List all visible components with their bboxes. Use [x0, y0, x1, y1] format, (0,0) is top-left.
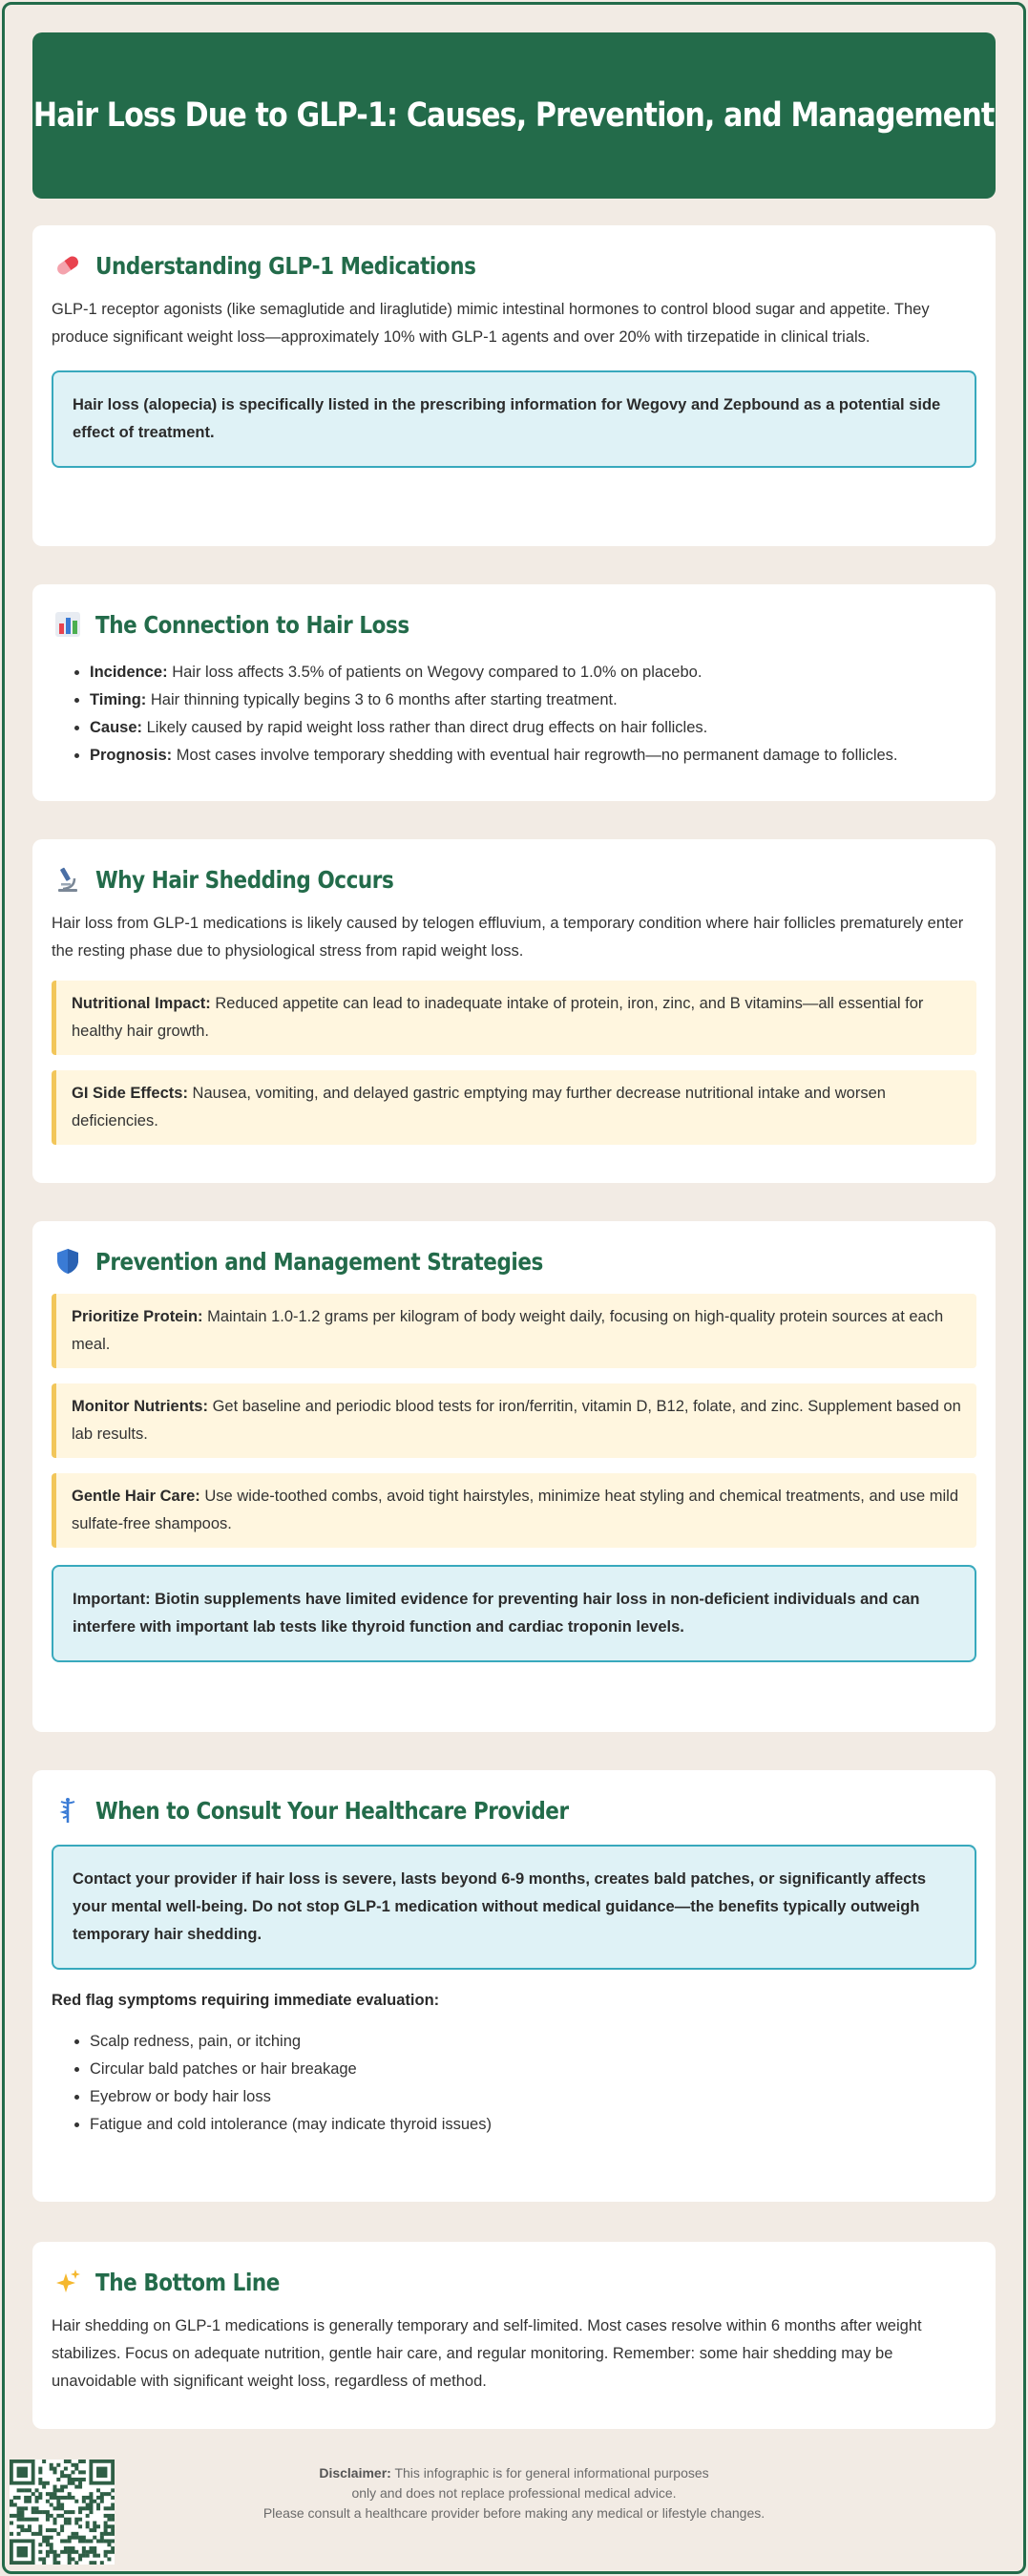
section-understanding [32, 225, 996, 546]
sparkles-icon [52, 2266, 84, 2298]
section-heading [52, 1244, 976, 1278]
disclaimer-label: Disclaimer: [319, 2465, 391, 2481]
redflag-heading: Red flag symptoms requiring immediate evaluation: [52, 1992, 440, 2009]
list-item: • Circular bald patches or hair breakage [90, 2056, 976, 2083]
list-item: • Prognosis: Most cases involve temporary shedding with eventual hair regrowth—no permanent damage to follicles. [90, 742, 976, 770]
note-nutritional-impact: Nutritional Impact: Reduced appetite can lead to inadequate intake of protein, iron, zinc, and B vitamins—all essential for healthy hair growth. [52, 981, 976, 1055]
section-bottom-line [32, 2242, 996, 2429]
disclaimer: Disclaimer: This infographic is for general informational purposes only and does not replace professional medical advice. Please consult a healthcare provider before making any medical or lifestyle changes. [262, 2465, 766, 2521]
caduceus-icon [52, 1794, 84, 1826]
section-heading [52, 862, 976, 897]
connection-list [52, 659, 976, 770]
section-paragraph: Hair shedding on GLP-1 medications is generally temporary and self-limited. Most cases resolve within 6 months after weight stabilizes. Focus on adequate nutrition, gentle hair care, and regular monitoring. Remember: some hair shedding may be unavoidable with significant weight loss, regardless of method. [52, 2317, 922, 2390]
page-header [32, 32, 996, 199]
section-heading [52, 1793, 976, 1827]
section-title: Why Hair Shedding Occurs [95, 865, 394, 894]
note-prioritize-protein: Prioritize Protein: Maintain 1.0-1.2 grams per kilogram of body weight daily, focusing on high-quality protein sources at each meal. [52, 1294, 976, 1368]
section-heading [52, 607, 976, 642]
section-paragraph: Hair loss from GLP-1 medications is likely caused by telogen effluvium, a temporary condition where hair follicles prematurely enter the resting phase due to physiological stress from rapid weight loss. [52, 915, 964, 960]
section-connection [32, 584, 996, 801]
shield-icon [52, 1245, 84, 1277]
section-prevention [32, 1221, 996, 1732]
section-title: Prevention and Management Strategies [95, 1247, 543, 1276]
list-item: • Cause: Likely caused by rapid weight loss rather than direct drug effects on hair follicles. [90, 714, 976, 742]
consult-callout: Contact your provider if hair loss is severe, lasts beyond 6-9 months, creates bald patches, or significantly affects your mental well-being. Do not stop GLP-1 medication without medical guidance—the benefits typically outweigh temporary hair shedding. [52, 1845, 976, 1970]
list-item: • Scalp redness, pain, or itching [90, 2028, 976, 2056]
list-item: • Eyebrow or body hair loss [90, 2083, 976, 2111]
section-paragraph: GLP-1 receptor agonists (like semaglutide and liraglutide) mimic intestinal hormones to control blood sugar and appetite. They produce significant weight loss—approximately 10% with GLP-1 agents and over 20% with tirzepatide in clinical trials. [52, 301, 930, 346]
note-monitor-nutrients: Monitor Nutrients: Get baseline and periodic blood tests for iron/ferritin, vitamin D, B12, folate, and zinc. Supplement based on lab results. [52, 1383, 976, 1458]
section-title: The Connection to Hair Loss [95, 610, 409, 639]
list-item: • Timing: Hair thinning typically begins 3 to 6 months after starting treatment. [90, 686, 976, 714]
section-title: The Bottom Line [95, 2268, 280, 2296]
info-callout: Hair loss (alopecia) is specifically listed in the prescribing information for Wegovy and Zepbound as a potential side effect of treatment. [52, 370, 976, 468]
redflag-list [52, 2028, 976, 2139]
section-title: Understanding GLP-1 Medications [95, 251, 476, 280]
section-heading [52, 2265, 976, 2299]
section-shedding [32, 839, 996, 1183]
list-item: • Fatigue and cold intolerance (may indicate thyroid issues) [90, 2111, 976, 2139]
section-consult [32, 1770, 996, 2202]
important-callout: Important: Biotin supplements have limited evidence for preventing hair loss in non-deficient individuals and can interfere with important lab tests like thyroid function and cardiac troponin levels. [52, 1565, 976, 1662]
note-gentle-hair-care: Gentle Hair Care: Use wide-toothed combs, avoid tight hairstyles, minimize heat styling and chemical treatments, and use mild sulfate-free shampoos. [52, 1473, 976, 1548]
pill-icon [52, 249, 84, 282]
bar-chart-icon [52, 608, 84, 641]
section-heading [52, 248, 976, 283]
section-title: When to Consult Your Healthcare Provider [95, 1796, 569, 1825]
microscope-icon [52, 863, 84, 896]
page-title: Hair Loss Due to GLP-1: Causes, Prevention, and Management [33, 96, 995, 135]
list-item: • Incidence: Hair loss affects 3.5% of patients on Wegovy compared to 1.0% on placebo. [90, 659, 976, 686]
note-gi-side-effects: GI Side Effects: Nausea, vomiting, and delayed gastric emptying may further decrease nutritional intake and worsen deficiencies. [52, 1070, 976, 1145]
